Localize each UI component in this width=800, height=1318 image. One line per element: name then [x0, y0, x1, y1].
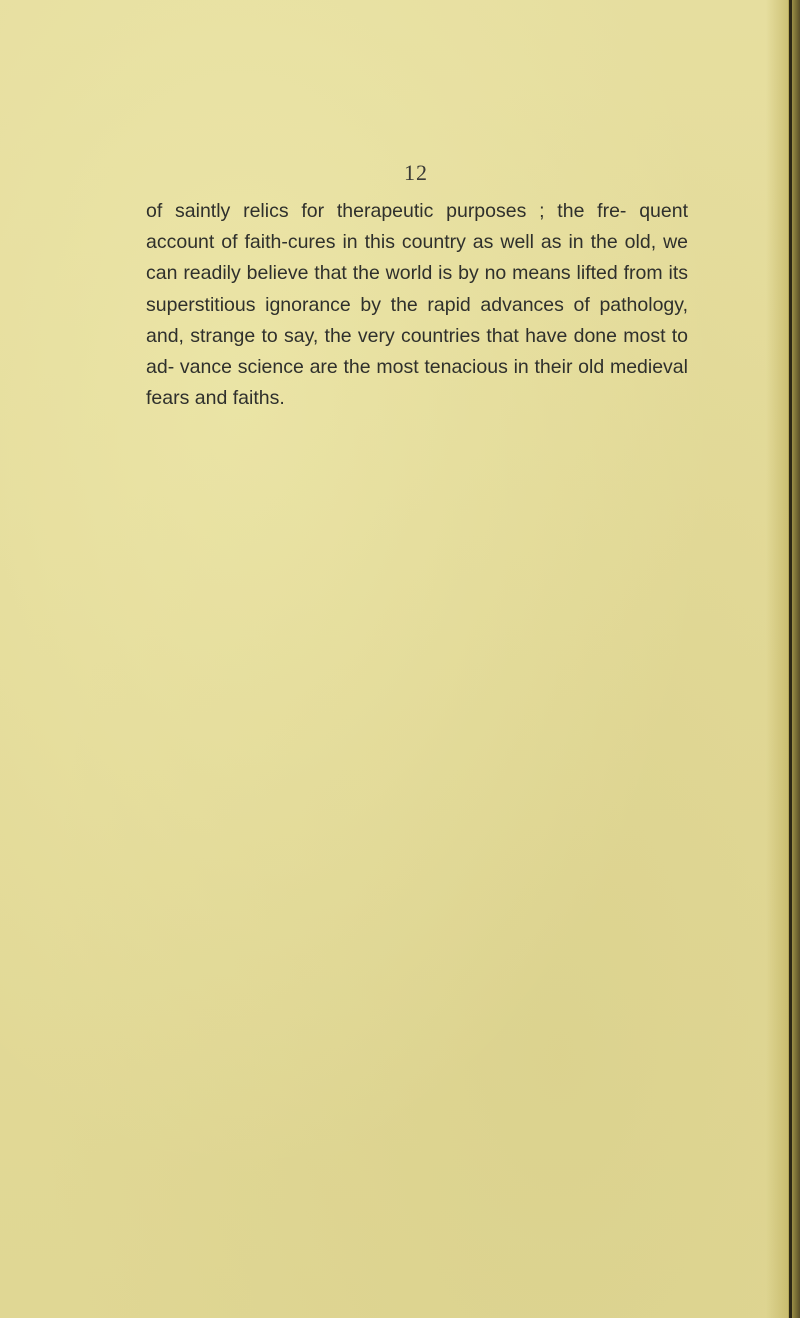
body-paragraph: of saintly relics for therapeutic purposes ; the fre- quent account of faith-cures in this country as well as in the old, we can readily believe that the world is by no means lifted from its superstitious ignorance by the rapid advances of pathology, and, strange to say, the very countries that have done most to ad- vance science are the most tenacious in their old medieval fears and faiths. — [146, 200, 688, 410]
page-edge-shadow — [766, 0, 788, 1318]
page-edge-line — [789, 0, 792, 1318]
page-number: 12 — [404, 160, 428, 185]
